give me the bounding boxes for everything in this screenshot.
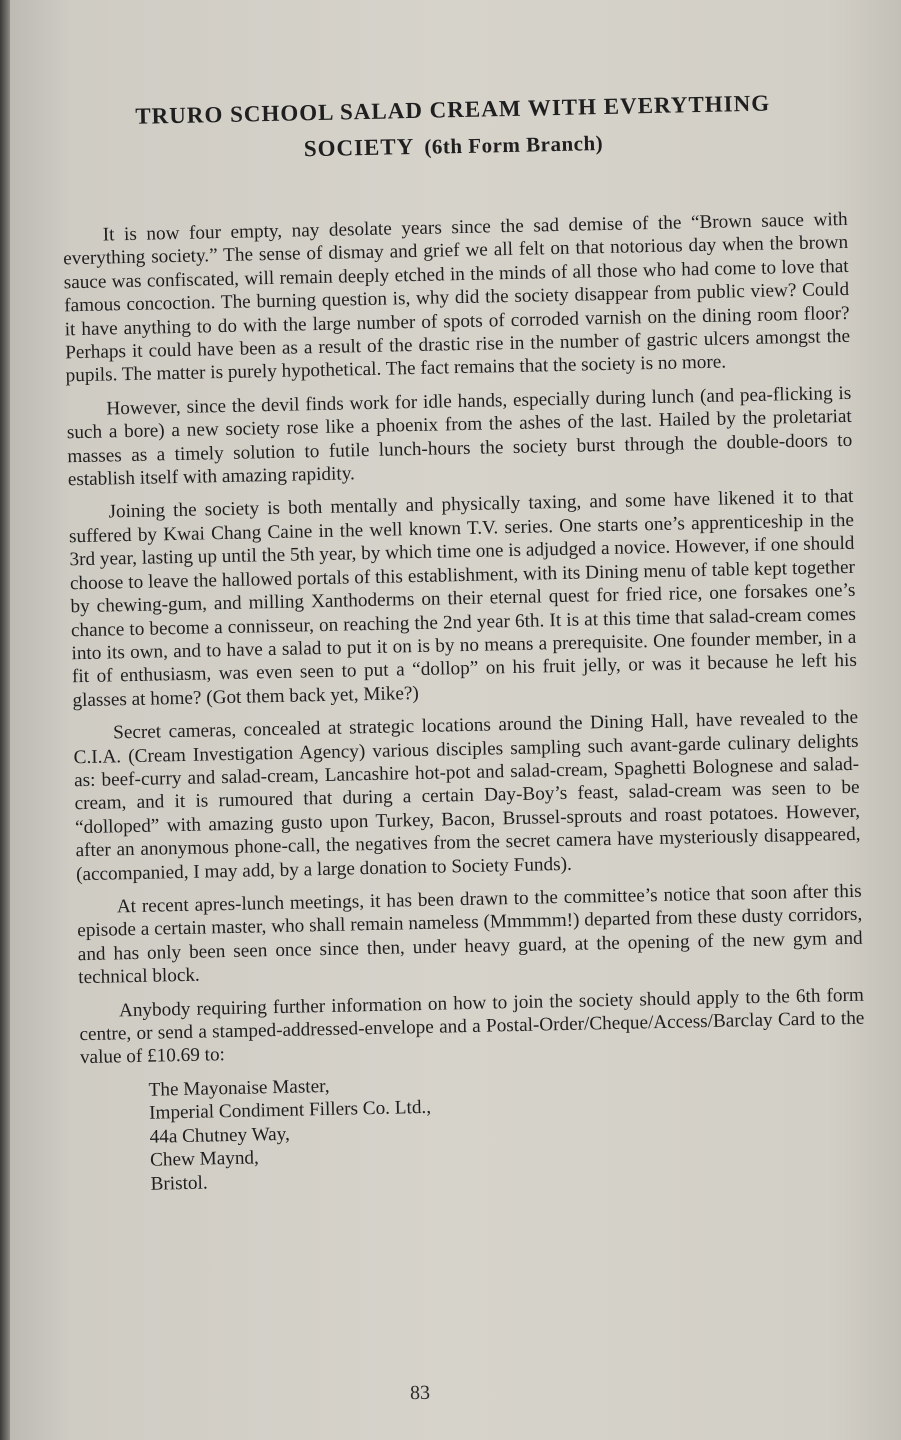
paragraph: At recent apres-lunch meetings, it has been drawn to the committee’s notice that soon after this episode a certain master, who shall remain nameless (Mmmmm!) departed from these dusty corridors, and has only been seen once since then, under heavy guard, at the opening of the new gym and technical block. bbox=[77, 880, 863, 989]
paragraph: Anybody requiring further information on how to join the society should apply to the 6th form centre, or send a stamped-addressed-envelope and a Postal-Order/Cheque/Access/Barclay Card to the value of £10.69 to: bbox=[79, 984, 865, 1069]
address-line: Chew Maynd, bbox=[149, 1147, 260, 1172]
address-line: 44a Chutney Way, bbox=[149, 1123, 291, 1148]
paragraph: Joining the society is both mentally and physically taxing, and some have likened it to that suffered by Kwai Chang Caine in the well known T.V. series. One starts one’s apprenticeship in the 3rd year, lasting up until the 5th year, by which time one is adjudged a novice. However, if one should choose to leave the hallowed portals of this establishment, with its Dining menu of table kept together by chewing-gum, and milling Xanthoderms on their eternal quest for fried rice, one forsakes one’s chance to become a connisseur, on reaching the 2nd year 6th. It is at this time that salad-cream comes into its own, and to have a salad to put it on is by no means a prerequisite. One founder member, in a fit of enthusiasm, was even seen to put a “dollop” on his fruit jelly, or was it because he left his glasses at home? (Got them back yet, Mike?) bbox=[68, 486, 858, 711]
title-society: SOCIETY bbox=[303, 133, 415, 162]
paragraph: Secret cameras, concealed at strategic locations around the Dining Hall, have revealed to the C.I.A. (Cream Investigation Agency) various disciples sampling such avant-garde culinary delights as: beef-curry and salad-cream, Lancashire hot-pot and salad-cream, Spaghetti Bolognese and salad-cream, and it is rumoured that during a certain Day-Boy’s feast, salad-cream was seen to be “dolloped” with amazing gusto upon Turkey, Bacon, Brussel-sprouts and roast potatoes. However, after an anonymous phone-call, the negatives from the secret camera have mysteriously disappeared, (accompanied, I may add, by a large donation to Society Funds). bbox=[73, 706, 861, 885]
article-title bbox=[60, 84, 846, 172]
title-branch: (6th Form Branch) bbox=[424, 131, 604, 159]
page-number: 83 bbox=[409, 1381, 431, 1405]
article bbox=[59, 32, 868, 1198]
address-line: The Mayonaise Master, bbox=[148, 1075, 330, 1101]
postal-address bbox=[148, 1064, 867, 1196]
paragraph: It is now four empty, nay desolate years since the sad demise of the “Brown sauce with everything society.” The sense of dismay and grief we all felt on that notorious day when the brown sauce was confiscated, will remain deeply etched in the minds of all those who had come to love that famous concoction. The burning question is, why did the society disappear from public view? Could it have anything to do with the large number of spots of corroded varnish on the dining room floor? Perhaps it could have been as a result of the drastic rise in the number of gastric ulcers amongst the pupils. The matter is purely hypothetical. The fact remains that the society is no more. bbox=[63, 208, 851, 387]
article-body bbox=[63, 208, 866, 1070]
address-line: Bristol. bbox=[150, 1172, 208, 1195]
title-line-1: TRURO SCHOOL SALAD CREAM WITH EVERYTHING bbox=[135, 90, 771, 129]
paragraph: However, since the devil finds work for idle hands, especially during lunch (and pea-flicking is such a bore) a new society rose like a phoenix from the ashes of the last. Hailed by the proletariat masses as a timely solution to futile lunch-hours the society burst through the double-doors to establish itself with amazing rapidity. bbox=[66, 382, 853, 491]
address-line: Imperial Condiment Fillers Co. Ltd., bbox=[148, 1097, 432, 1125]
